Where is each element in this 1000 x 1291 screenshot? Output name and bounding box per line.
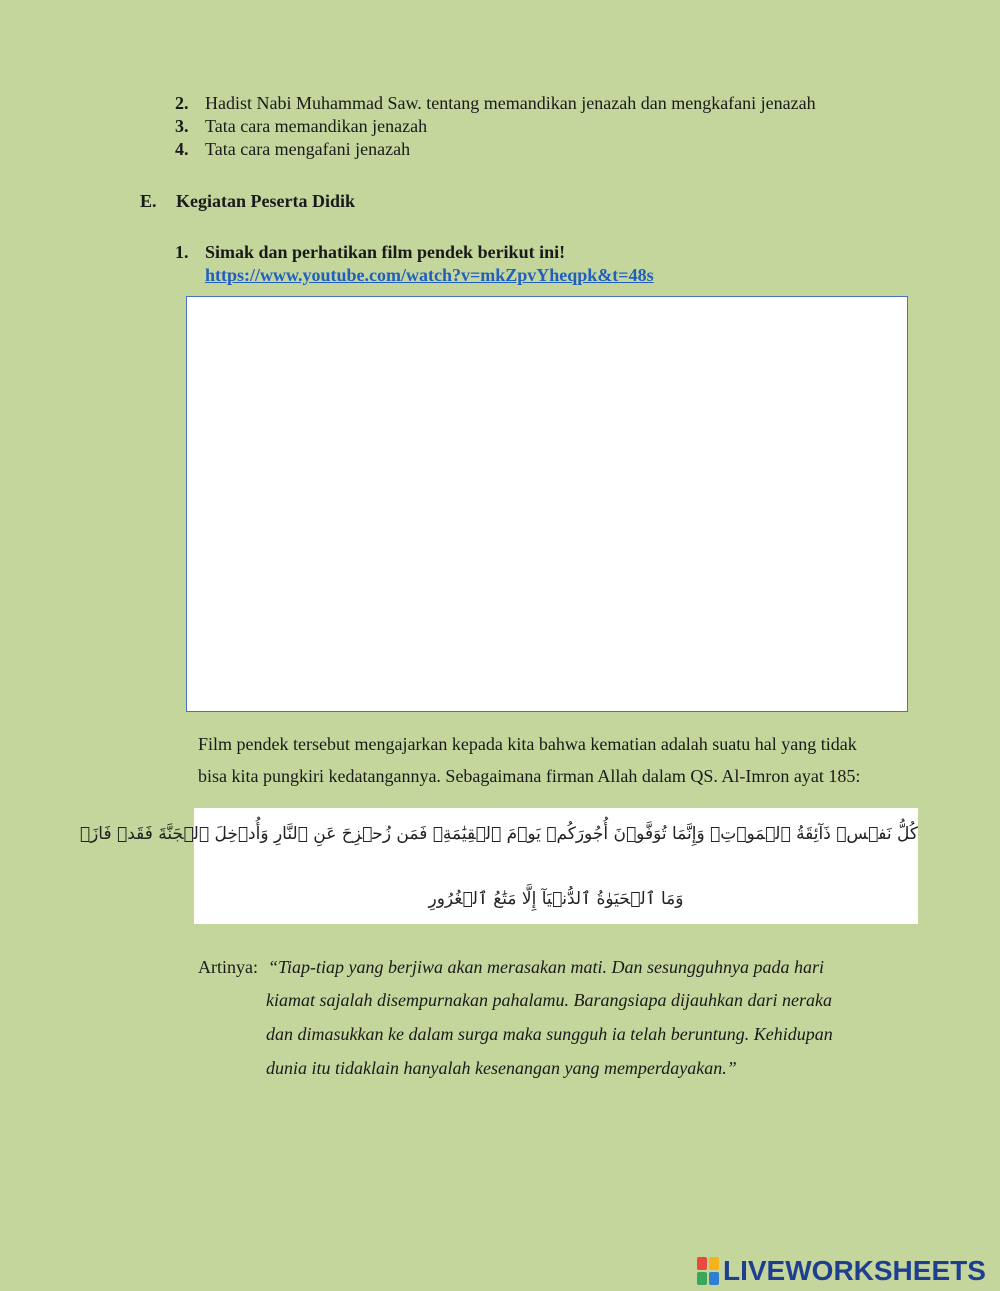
liveworksheets-logo[interactable]	[697, 1256, 986, 1286]
translation-line: dunia itu tidaklain hanyalah kesenangan yang memperdayakan.”	[266, 1058, 737, 1078]
list-text: Tata cara memandikan jenazah	[205, 116, 428, 136]
materials-list-item	[175, 92, 816, 114]
materials-list-item	[175, 115, 427, 137]
section-letter: E.	[140, 191, 157, 211]
task-1-title	[175, 242, 565, 263]
list-number: 3.	[175, 116, 189, 136]
section-e-heading	[140, 191, 355, 212]
youtube-link[interactable]: https://www.youtube.com/watch?v=mkZpvYheqpk&t=48s	[205, 265, 654, 285]
translation-line: dan dimasukkan ke dalam surga maka sungguh ia telah beruntung. Kehidupan	[266, 1024, 833, 1044]
translation-line: “Tiap-tiap yang berjiwa akan merasakan mati. Dan sesungguhnya pada hari	[268, 957, 824, 977]
list-number: 2.	[175, 93, 189, 113]
translation-line: kiamat sajalah disempurnakan pahalamu. Barangsiapa dijauhkan dari neraka	[266, 990, 832, 1010]
task-title-text: Simak dan perhatikan film pendek berikut ini!	[205, 242, 566, 262]
paragraph-line: Film pendek tersebut mengajarkan kepada kita bahwa kematian adalah suatu hal yang tidak	[198, 734, 857, 754]
logo-mark-icon	[697, 1257, 719, 1285]
section-title: Kegiatan Peserta Didik	[176, 191, 355, 211]
translation-label-text: Artinya:	[198, 957, 258, 977]
translation-label	[198, 955, 258, 979]
list-number: 4.	[175, 139, 189, 159]
video-embed-frame[interactable]	[186, 296, 908, 712]
task-number: 1.	[175, 242, 189, 262]
arabic-verse-line: وَمَا ٱلۡحَيَوٰةُ ٱلدُّنۡيَآ إِلَّا مَتَٰعُ ٱلۡغُرُورِ	[428, 889, 684, 909]
list-text: Hadist Nabi Muhammad Saw. tentang memandikan jenazah dan mengkafani jenazah	[205, 93, 816, 113]
paragraph-line: bisa kita pungkiri kedatangannya. Sebagaimana firman Allah dalam QS. Al-Imron ayat 185:	[198, 766, 861, 786]
arabic-verse-box	[79, 808, 918, 924]
logo-text: LIVEWORKSHEETS	[723, 1255, 986, 1286]
arabic-verse-line: كُلُّ نَفۡسٖ ذَآئِقَةُ ٱلۡمَوۡتِۗ وَإِنَّمَا تُوَفَّوۡنَ أُجُورَكُمۡ يَوۡمَ ٱلۡقِيَٰمَةِۖ فَمَن زُحۡزِحَ عَنِ ٱلنَّارِ وَأُدۡخِلَ ٱلۡجَنَّةَ فَقَدۡ فَازَۗ	[79, 824, 918, 844]
list-text: Tata cara mengafani jenazah	[205, 139, 411, 159]
materials-list-item	[175, 138, 410, 160]
